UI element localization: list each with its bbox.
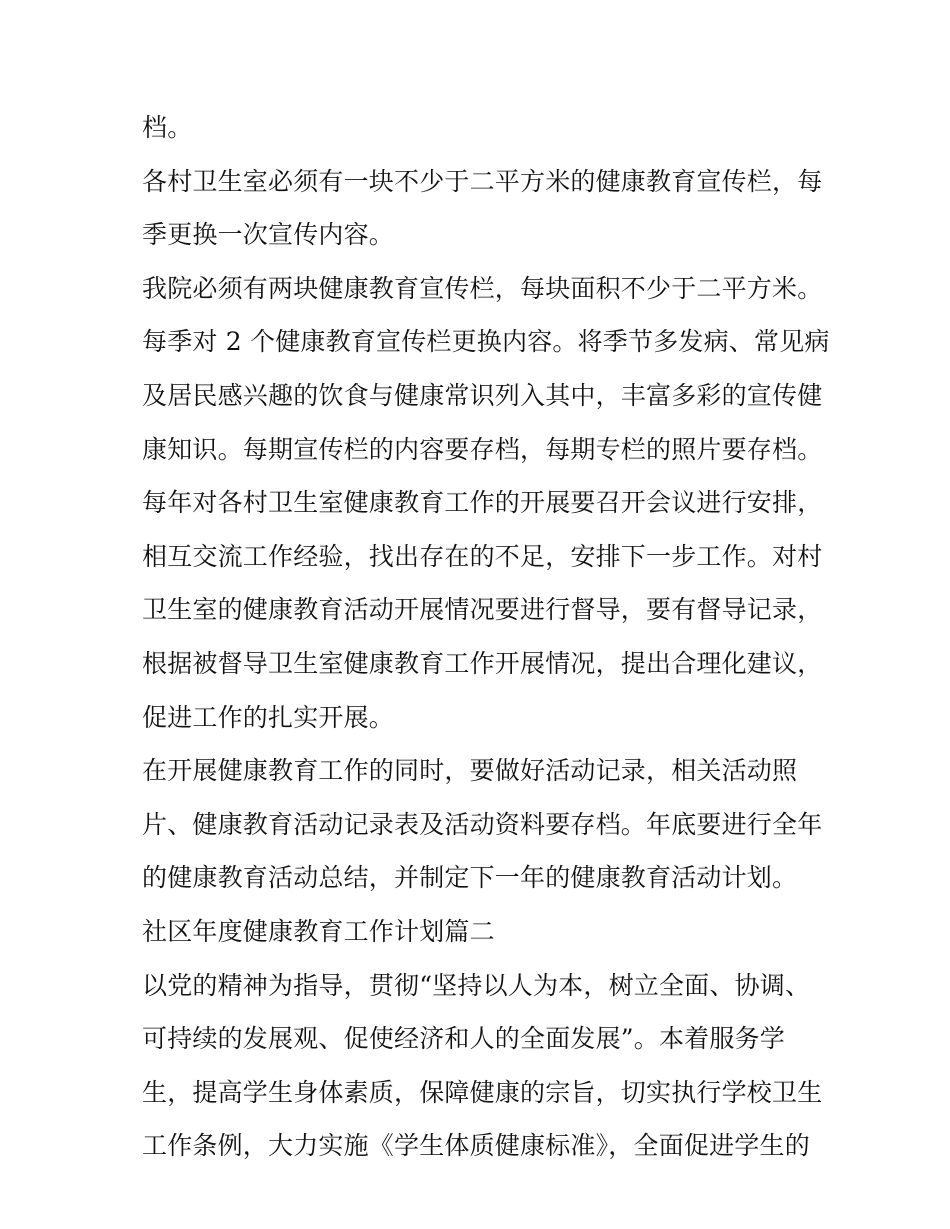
text-line: 根据被督导卫生室健康教育工作开展情况，提出合理化建议， [142, 648, 823, 678]
text-line: 以党的精神为指导，贯彻“坚持以人为本，树立全面、协调、 [142, 970, 811, 1000]
text-line: 可持续的发展观、促使经济和人的全面发展”。本着服务学 [142, 1024, 785, 1054]
text-line: 相互交流工作经验，找出存在的不足，安排下一步工作。对村 [142, 541, 823, 571]
text-line: 及居民感兴趣的饮食与健康常识列入其中，丰富多彩的宣传健 [142, 380, 823, 410]
text-line: 的健康教育活动总结，并制定下一年的健康教育活动计划。 [142, 863, 798, 893]
section-heading: 社区年度健康教育工作计划篇二 [142, 916, 495, 946]
text-line: 各村卫生室必须有一块不少于二平方米的健康教育宣传栏，每 [142, 166, 823, 196]
text-line: 档。 [142, 113, 193, 142]
text-line: 促进工作的扎实开展。 [142, 702, 395, 732]
text-line: 我院必须有两块健康教育宣传栏，每块面积不少于二平方米。 [142, 273, 823, 303]
text-line: 季更换一次宣传内容。 [142, 220, 395, 250]
text-line: 在开展健康教育工作的同时，要做好活动记录，相关活动照 [142, 756, 798, 786]
text-line: 每季对 2 个健康教育宣传栏更换内容。将季节多发病、常见病 [142, 327, 830, 357]
text-line: 康知识。每期宣传栏的内容要存档，每期专栏的照片要存档。 [142, 434, 823, 464]
document-body [142, 108, 830, 1180]
text-line: 每年对各村卫生室健康教育工作的开展要召开会议进行安排， [142, 488, 823, 518]
text-line: 片、健康教育活动记录表及活动资料要存档。年底要进行全年 [142, 809, 823, 839]
text-line: 工作条例，大力实施《学生体质健康标准》，全面促进学生的 [142, 1131, 810, 1161]
text-line: 卫生室的健康教育活动开展情况要进行督导，要有督导记录， [142, 595, 823, 625]
text-line: 生，提高学生身体素质，保障健康的宗旨，切实执行学校卫生 [142, 1077, 823, 1107]
